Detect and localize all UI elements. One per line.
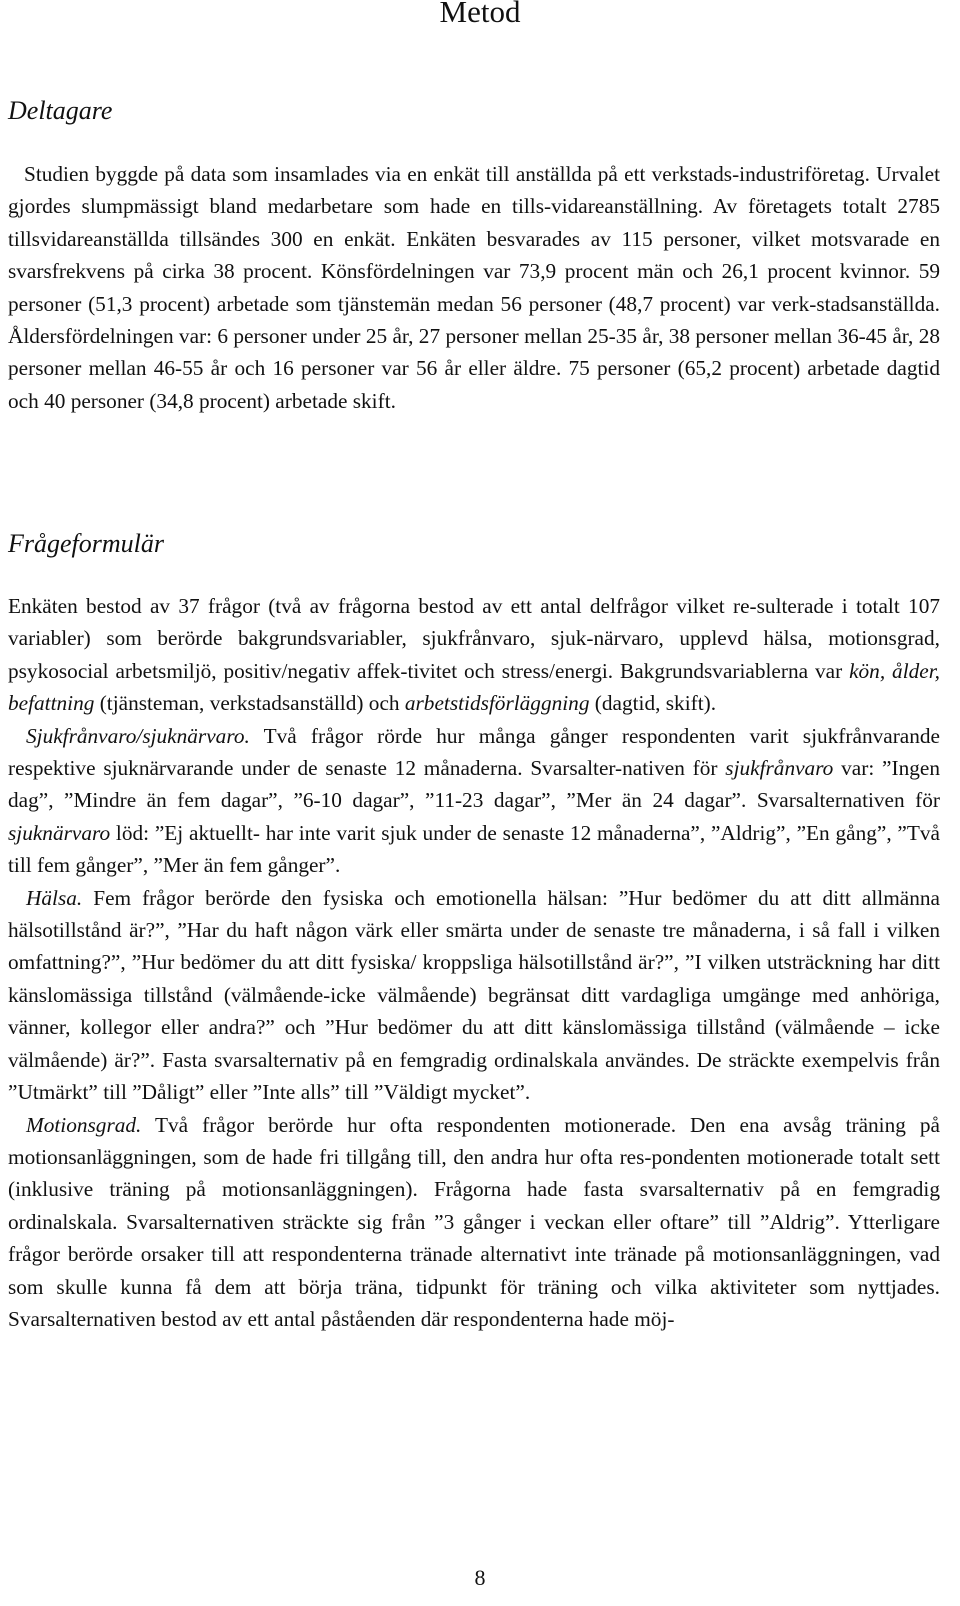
section-heading-participants: Deltagare — [8, 96, 113, 125]
intro-text-1: Enkäten bestod av 37 frågor (två av frågorna bestod av ett antal delfrågor vilket re-sulterade i totalt 107 variabler) som berörde bakgrundsvariabler, sjukfrånvaro, sjuk-närvaro, upplevd hälsa, motionsgrad, psykosocial arbetsmiljö, positiv/negativ affek-tivitet och stress/energi. Bakgrundsvariablerna var — [8, 594, 940, 683]
exercise-paragraph — [8, 1109, 940, 1336]
sickness-text-1: Två frågor rörde hur många gånger respondenten varit sjukfrånvarande respektive sjuknärvarande under de senaste 12 månaderna. Svarsalter-nativen för — [8, 723, 940, 781]
page-number: 8 — [474, 1565, 486, 1590]
questionnaire-intro — [8, 590, 940, 720]
health-text: Fem frågor berörde den fysiska och emotionella hälsan: ”Hur bedömer du att ditt allmänna hälsotillstånd är?”, ”Har du haft någon värk eller smärta under de senaste tre månaderna, i så fall i vilken omfattning?”, ”Hur bedömer du att ditt fysiska/ kroppsliga hälsotillstånd är?”, ”I vilken utsträckning har ditt känslomässiga tillstånd (välmående-icke välmående) begränsat ditt vardagliga umgänge med anhöriga, vänner, kollegor eller andra?” och ”Hur bedömer du att ditt känslomässiga tillstånd (välmående – icke välmående) är?”. Fasta svarsalternativ på en femgradig ordinalskala användes. De sträckte exempelvis från ”Utmärkt” till ”Dåligt” eller ”Inte alls” till ”Väldigt mycket”. — [8, 885, 940, 1105]
sickness-emphasis-1: sjukfrånvaro — [725, 756, 834, 781]
intro-text-2: (tjänsteman, verkstadsanställd) och — [94, 691, 405, 716]
sickness-emphasis-2: sjuknärvaro — [8, 820, 111, 845]
intro-text-3: (dagtid, skift). — [589, 691, 717, 716]
section-heading-questionnaire: Frågeformulär — [8, 529, 164, 558]
sickness-text-3: löd: ”Ej aktuellt- har inte varit sjuk under de senaste 12 månaderna”, ”Aldrig”, ”En gång”, ”Två till fem gånger”, ”Mer än fem gånger”. — [8, 820, 940, 878]
questionnaire-body — [8, 590, 940, 1335]
exercise-text: Två frågor berörde hur ofta respondenten motionerade. Den ena avsåg träning på motionsanläggningen, som de hade fri tillgång till, den andra hur ofta res-pondenten motionerade totalt sett (inklusive träning på motionsanläggningen). Frågorna hade fasta svarsalternativ på en femgradig ordinalskala. Svarsalternativen sträckte sig från ”3 gånger i veckan eller oftare” till ”Aldrig”. Ytterligare frågor berörde orsaker till att respondenterna tränade alternativt inte tränade på motionsanläggningen, vad som skulle kunna få dem att börja träna, tidpunkt för träning och vilka aktiviteter som nyttjades. Svarsalternativen bestod av ett antal påståenden där respondenterna hade möj- — [8, 1112, 940, 1331]
page-title: Metod — [439, 0, 521, 29]
participants-paragraph — [8, 158, 940, 417]
participants-text: Studien byggde på data som insamlades via en enkät till anställda på ett verkstads-industriföretag. Urvalet gjordes slumpmässigt bland medarbetare som hade en tills-vidareanställning. Av företagets totalt 2785 tillsvidareanställda tillsändes 300 en enkät. Enkäten besvarades av 115 personer, vilket motsvarade en svarsfrekvens på cirka 38 procent. Könsfördelningen var 73,9 procent män och 26,1 procent kvinnor. 59 personer (51,3 procent) arbetade som tjänstemän medan 56 personer (48,7 procent) var verk-stadsanställda. Åldersfördelningen var: 6 personer under 25 år, 27 personer mellan 25-35 år, 38 personer mellan 36-45 år, 28 personer mellan 46-55 år och 16 personer var 56 år eller äldre. 75 personer (65,2 procent) arbetade dagtid och 40 personer (34,8 procent) arbetade skift. — [8, 162, 940, 413]
sickness-text-2: var: ”Ingen dag”, ”Mindre än fem dagar”, ”6-10 dagar”, ”11-23 dagar”, ”Mer än 24 dagar”. Svarsalternativen för — [8, 756, 940, 813]
sickness-subheading: Sjukfrånvaro/sjuknärvaro. — [26, 723, 250, 748]
health-subheading: Hälsa. — [26, 885, 83, 910]
intro-emphasis-1: kön, ålder, befattning — [8, 658, 940, 716]
sickness-paragraph — [8, 720, 940, 882]
health-paragraph — [8, 882, 940, 1109]
intro-emphasis-2: arbetstidsförläggning — [404, 691, 590, 716]
exercise-subheading: Motionsgrad. — [26, 1112, 142, 1137]
